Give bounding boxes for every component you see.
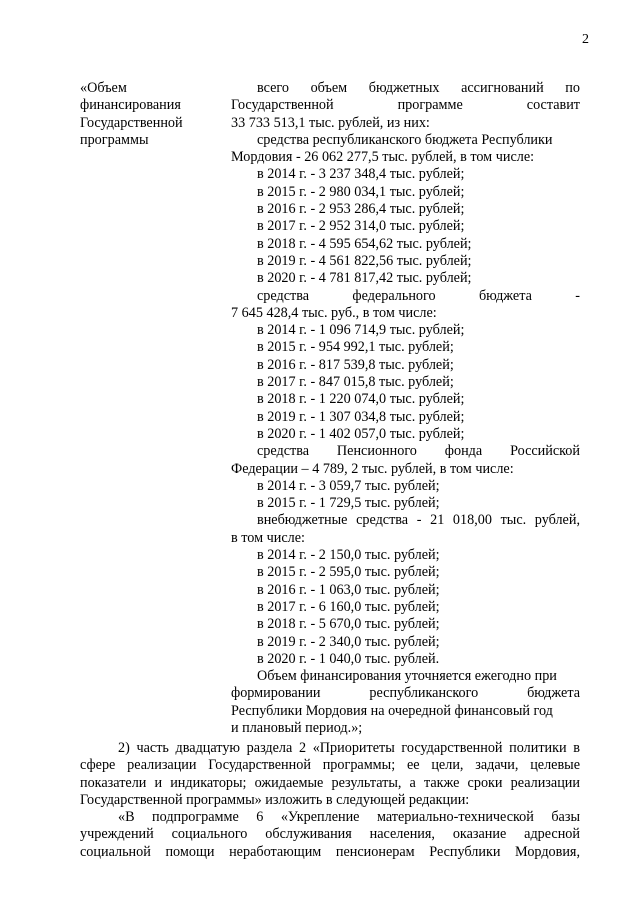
federal-year-line: в 2020 г. - 1 402 057,0 тыс. рублей; [257, 425, 465, 442]
paragraph-line: 2) часть двадцатую раздела 2 «Приоритеты государственной политики в [118, 740, 580, 756]
extrabudgetary-year-line: в 2018 г. - 5 670,0 тыс. рублей; [257, 616, 440, 633]
document-body [80, 740, 580, 861]
paragraph-line: сфере реализации Государственной программы; ее цели, задачи, целевые [80, 757, 580, 774]
label-line: финансирования [80, 97, 181, 114]
republican-year-line: в 2020 г. - 4 781 817,42 тыс. рублей; [257, 270, 472, 287]
extrabudgetary-heading: внебюджетные средства - 21 018,00 тыс. рублей, [257, 512, 580, 529]
republican-year-line: в 2015 г. - 2 980 034,1 тыс. рублей; [257, 183, 465, 200]
pension-fund-heading: средства Пенсионного фонда Российской [257, 443, 580, 460]
federal-year-line: в 2018 г. - 1 220 074,0 тыс. рублей; [257, 391, 465, 408]
pension-year-line: в 2014 г. - 3 059,7 тыс. рублей; [257, 477, 440, 494]
closing-note-line: Объем финансирования уточняется ежегодно при [257, 668, 557, 685]
passport-row-label [80, 80, 220, 149]
closing-note-line: формировании республиканского бюджета [231, 685, 580, 702]
intro-line: 33 733 513,1 тыс. рублей, из них: [231, 114, 430, 131]
label-line: программы [80, 131, 149, 148]
extrabudgetary-year-line: в 2019 г. - 2 340,0 тыс. рублей; [257, 633, 440, 650]
federal-year-line: в 2017 г. - 847 015,8 тыс. рублей; [257, 374, 454, 391]
label-line: «Объем [80, 80, 127, 96]
paragraph-line: показатели и индикаторы; ожидаемые результаты, а также сроки реализации [80, 774, 580, 791]
republican-year-line: в 2017 г. - 2 952 314,0 тыс. рублей; [257, 218, 465, 235]
republican-budget-heading: Мордовия - 26 062 277,5 тыс. рублей, в том числе: [231, 149, 535, 166]
extrabudgetary-year-line: в 2014 г. - 2 150,0 тыс. рублей; [257, 547, 440, 564]
closing-note-line: и плановый период.»; [231, 719, 363, 736]
paragraph-line: социальной помощи неработающим пенсионерам Республики Мордовия, [80, 843, 580, 860]
federal-year-line: в 2019 г. - 1 307 034,8 тыс. рублей; [257, 408, 465, 425]
paragraph-line: Государственной программы» изложить в следующей редакции: [80, 791, 470, 808]
extrabudgetary-heading: в том числе: [231, 529, 305, 546]
extrabudgetary-year-line: в 2017 г. - 6 160,0 тыс. рублей; [257, 598, 440, 615]
closing-note-line: Республики Мордовия на очередной финансовый год [231, 702, 553, 719]
pension-year-line: в 2015 г. - 1 729,5 тыс. рублей; [257, 495, 440, 512]
federal-year-line: в 2015 г. - 954 992,1 тыс. рублей; [257, 339, 454, 356]
intro-line: всего объем бюджетных ассигнований по [257, 80, 580, 96]
republican-year-line: в 2018 г. - 4 595 654,62 тыс. рублей; [257, 235, 472, 252]
federal-budget-heading: средства федерального бюджета - [257, 287, 580, 304]
label-line: Государственной [80, 114, 183, 131]
paragraph-line: учреждений социального обслуживания населения, оказание адресной [80, 826, 580, 843]
pension-fund-heading: Федерации – 4 789, 2 тыс. рублей, в том числе: [231, 460, 514, 477]
republican-year-line: в 2016 г. - 2 953 286,4 тыс. рублей; [257, 201, 465, 218]
paragraph-line: «В подпрограмме 6 «Укрепление материально-технической базы [118, 809, 580, 826]
republican-year-line: в 2019 г. - 4 561 822,56 тыс. рублей; [257, 252, 472, 269]
page-number: 2 [582, 32, 589, 47]
federal-year-line: в 2014 г. - 1 096 714,9 тыс. рублей; [257, 322, 465, 339]
extrabudgetary-year-line: в 2020 г. - 1 040,0 тыс. рублей. [257, 650, 440, 667]
intro-line: Государственной программе составит [231, 97, 580, 114]
federal-year-line: в 2016 г. - 817 539,8 тыс. рублей; [257, 356, 454, 373]
extrabudgetary-year-line: в 2016 г. - 1 063,0 тыс. рублей; [257, 581, 440, 598]
federal-budget-heading: 7 645 428,4 тыс. руб., в том числе: [231, 304, 437, 321]
republican-year-line: в 2014 г. - 3 237 348,4 тыс. рублей; [257, 166, 465, 183]
republican-budget-heading: средства республиканского бюджета Республики [257, 131, 553, 148]
passport-row-value [231, 80, 580, 737]
extrabudgetary-year-line: в 2015 г. - 2 595,0 тыс. рублей; [257, 564, 440, 581]
